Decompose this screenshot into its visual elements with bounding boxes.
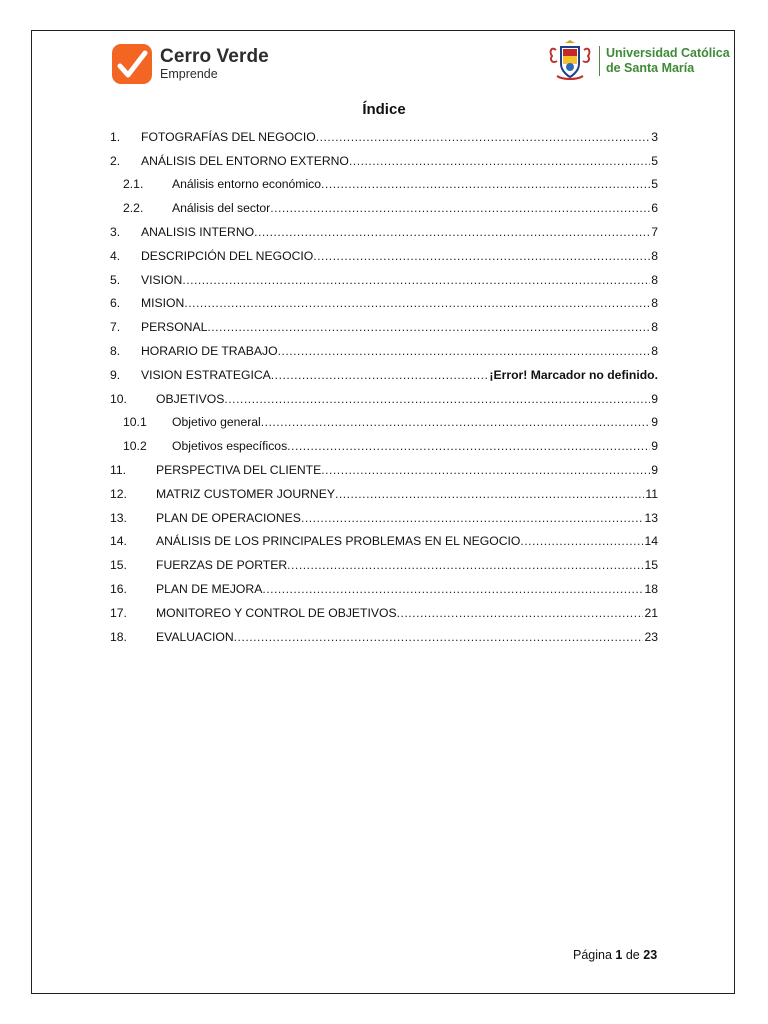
toc-entry-label[interactable]: PERSONAL [141, 320, 208, 335]
toc-entry-label[interactable]: VISION ESTRATEGICA [141, 367, 271, 382]
toc-entry-page: 8 [651, 248, 658, 263]
toc-entry[interactable] [110, 334, 658, 358]
toc-entry-number: 4. [110, 248, 121, 263]
toc-entry-label[interactable]: ANÁLISIS DEL ENTORNO EXTERNO [141, 153, 349, 168]
toc-entry[interactable] [110, 120, 658, 144]
toc-dot-leader [316, 130, 651, 144]
toc-entry[interactable] [110, 263, 658, 287]
toc-entry-label[interactable]: PERSPECTIVA DEL CLIENTE [156, 462, 322, 477]
toc-entry-label[interactable]: FUERZAS DE PORTER [156, 558, 288, 573]
toc-entry-page: 13 [644, 510, 658, 525]
toc-dot-leader [234, 630, 644, 644]
toc-entry-label[interactable]: MONITOREO Y CONTROL DE OBJETIVOS [156, 605, 397, 620]
toc-entry[interactable] [110, 572, 658, 596]
toc-entry[interactable] [110, 215, 658, 239]
toc-entry-page: 18 [644, 581, 658, 596]
toc-entry-page: 5 [651, 177, 658, 192]
toc-dot-leader [321, 463, 650, 477]
footer-total-pages: 23 [643, 948, 658, 962]
toc-entry-page: 7 [651, 224, 658, 239]
cerro-verde-mark-icon [112, 44, 152, 84]
toc-entry-page: 21 [644, 605, 658, 620]
toc-entry-label[interactable]: OBJETIVOS [156, 391, 225, 406]
toc-dot-leader [287, 558, 643, 572]
toc-entry-page: 6 [651, 201, 658, 216]
toc-entry[interactable] [110, 453, 658, 477]
toc-entry-label[interactable]: Análisis entorno económico [172, 177, 322, 192]
toc-entry-number: 10.1 [123, 415, 147, 430]
footer-middle: de [625, 948, 640, 962]
toc-entry[interactable] [110, 477, 658, 501]
toc-entry-number: 7. [110, 320, 121, 335]
toc-entry-page: 15 [644, 558, 658, 573]
toc-entry-number: 3. [110, 224, 121, 239]
toc-dot-leader [207, 320, 650, 334]
toc-entry-number: 2.1. [123, 177, 144, 192]
page-title: Índice [362, 101, 406, 118]
toc-entry-page: 8 [651, 343, 658, 358]
toc-dot-leader [182, 273, 650, 287]
university-crest-icon [547, 38, 593, 84]
toc-entry-label[interactable]: ANALISIS INTERNO [141, 224, 255, 239]
table-of-contents [110, 120, 658, 644]
footer-prefix: Página [573, 948, 612, 962]
toc-entry-label[interactable]: EVALUACION [156, 629, 234, 644]
toc-entry-number: 9. [110, 367, 121, 382]
toc-entry-number: 16. [110, 581, 127, 596]
toc-dot-leader [335, 487, 644, 501]
logo-name: Cerro Verde [160, 46, 269, 68]
toc-dot-leader [184, 296, 650, 310]
toc-entry-label[interactable]: DESCRIPCIÓN DEL NEGOCIO [141, 248, 314, 263]
toc-dot-leader [301, 511, 644, 525]
ucsm-logo [547, 38, 730, 84]
toc-entry-number: 6. [110, 296, 121, 311]
toc-entry-page: 9 [651, 391, 658, 406]
toc-entry[interactable] [110, 525, 658, 549]
toc-entry[interactable] [110, 287, 658, 311]
toc-entry-number: 17. [110, 605, 127, 620]
toc-entry-label[interactable]: PLAN DE OPERACIONES [156, 510, 301, 525]
toc-entry-number: 15. [110, 558, 127, 573]
toc-entry[interactable] [110, 144, 658, 168]
cerro-verde-logo [112, 44, 269, 84]
toc-entry-number: 5. [110, 272, 121, 287]
toc-dot-leader [397, 606, 644, 620]
toc-entry[interactable] [110, 191, 658, 215]
toc-entry-label[interactable]: VISION [141, 272, 183, 287]
toc-entry-number: 1. [110, 129, 121, 144]
toc-entry[interactable] [110, 358, 658, 382]
toc-entry[interactable] [110, 548, 658, 572]
toc-dot-leader [520, 534, 643, 548]
toc-entry-number: 12. [110, 486, 127, 501]
toc-dot-leader [270, 201, 650, 215]
university-name-line1: Universidad Católica [606, 46, 730, 60]
toc-dot-leader [254, 225, 650, 239]
toc-entry-label[interactable]: ANÁLISIS DE LOS PRINCIPALES PROBLEMAS EN EL NEGOCIO [156, 534, 521, 549]
toc-entry[interactable] [110, 168, 658, 192]
toc-dot-leader [278, 344, 651, 358]
toc-entry[interactable] [110, 620, 658, 644]
toc-entry-page: 9 [651, 462, 658, 477]
toc-entry-page: 5 [651, 153, 658, 168]
toc-entry-number: 10.2 [123, 439, 147, 454]
toc-entry-page: ¡Error! Marcador no definido. [489, 367, 658, 382]
toc-entry[interactable] [110, 596, 658, 620]
toc-entry[interactable] [110, 429, 658, 453]
page-number-footer [573, 948, 657, 962]
toc-entry[interactable] [110, 382, 658, 406]
toc-entry[interactable] [110, 239, 658, 263]
toc-entry[interactable] [110, 310, 658, 334]
toc-entry[interactable] [110, 501, 658, 525]
toc-entry-page: 23 [644, 629, 658, 644]
toc-dot-leader [321, 177, 650, 191]
toc-entry-label[interactable]: HORARIO DE TRABAJO [141, 343, 278, 358]
toc-entry-page: 8 [651, 296, 658, 311]
toc-entry-number: 13. [110, 510, 127, 525]
toc-entry-label[interactable]: FOTOGRAFÍAS DEL NEGOCIO [141, 129, 316, 144]
toc-entry-page: 14 [644, 534, 658, 549]
logo-divider [599, 46, 600, 76]
logo-subtitle: Emprende [160, 67, 218, 82]
toc-entry-label[interactable]: Objetivo general [172, 415, 261, 430]
toc-dot-leader [262, 582, 643, 596]
toc-entry-page: 8 [651, 320, 658, 335]
toc-entry-label[interactable]: MISION [141, 296, 185, 311]
toc-dot-leader [224, 392, 650, 406]
toc-entry-label[interactable]: PLAN DE MEJORA [156, 581, 263, 596]
toc-entry-number: 2. [110, 153, 121, 168]
toc-dot-leader [313, 249, 650, 263]
toc-entry-label[interactable]: MATRIZ CUSTOMER JOURNEY [156, 486, 335, 501]
toc-entry-number: 18. [110, 629, 127, 644]
toc-entry-number: 10. [110, 391, 127, 406]
toc-entry-number: 8. [110, 343, 121, 358]
toc-entry-number: 2.2. [123, 201, 144, 216]
toc-entry-number: 11. [110, 462, 127, 477]
toc-dot-leader [271, 368, 489, 382]
toc-dot-leader [349, 154, 650, 168]
toc-entry-page: 8 [651, 272, 658, 287]
toc-dot-leader [287, 439, 650, 453]
footer-current-page: 1 [615, 948, 623, 962]
toc-entry-page: 3 [651, 129, 658, 144]
university-name-line2: de Santa María [606, 61, 695, 75]
toc-entry-label[interactable]: Análisis del sector [172, 201, 271, 216]
toc-entry[interactable] [110, 406, 658, 430]
toc-entry-number: 14. [110, 534, 127, 549]
toc-entry-page: 11 [645, 486, 658, 501]
toc-entry-page: 9 [651, 415, 658, 430]
toc-entry-page: 9 [651, 439, 658, 454]
toc-entry-label[interactable]: Objetivos específicos [172, 439, 288, 454]
toc-dot-leader [261, 415, 650, 429]
